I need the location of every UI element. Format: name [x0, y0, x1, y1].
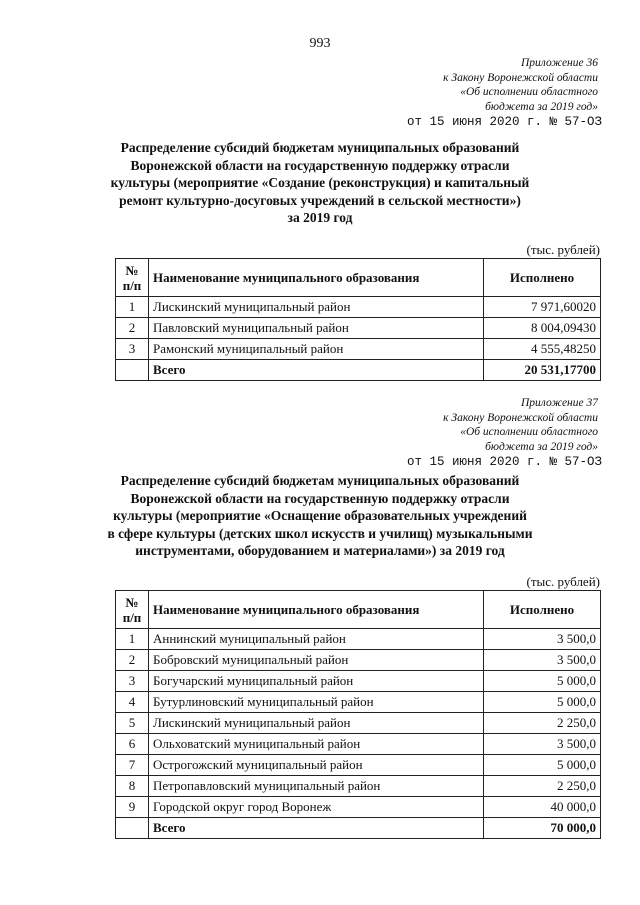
- row-value: 5 000,0: [484, 692, 601, 713]
- total-value: 70 000,0: [484, 818, 601, 839]
- appendix-date: от 15 июня 2020 г. № 57-ОЗ: [406, 455, 602, 469]
- subsidy-table-36: [115, 258, 601, 381]
- row-name: Острогожский муниципальный район: [149, 755, 484, 776]
- header-num: № п/п: [116, 259, 149, 297]
- row-num: 1: [116, 629, 149, 650]
- total-num: [116, 818, 149, 839]
- row-num: 1: [116, 297, 149, 318]
- table-row: [116, 755, 601, 776]
- row-value: 8 004,09430: [484, 318, 601, 339]
- title-line: в сфере культуры (детских школ искусств и училищ) музыкальными: [107, 525, 533, 541]
- section-title-37: [100, 472, 540, 560]
- appendix-law-title-cont: бюджета за 2019 год»: [485, 100, 598, 113]
- table-header-row: [116, 591, 601, 629]
- total-label: Всего: [149, 818, 484, 839]
- table-row: [116, 318, 601, 339]
- subsidy-table-37: [115, 590, 601, 839]
- row-num: 9: [116, 797, 149, 818]
- title-line: культуры (мероприятие «Создание (реконструкция) и капитальный: [110, 175, 530, 190]
- table-row: [116, 629, 601, 650]
- table-total-row: [116, 360, 601, 381]
- table-row: [116, 671, 601, 692]
- row-name: Петропавловский муниципальный район: [149, 776, 484, 797]
- row-value: 40 000,0: [484, 797, 601, 818]
- unit-label: (тыс. рублей): [526, 574, 600, 589]
- page-number: 993: [309, 36, 331, 51]
- appendix-law-title-cont: бюджета за 2019 год»: [485, 440, 598, 453]
- table-total-row: [116, 818, 601, 839]
- total-num: [116, 360, 149, 381]
- row-num: 2: [116, 318, 149, 339]
- header-num: № п/п: [116, 591, 149, 629]
- row-name: Лискинский муниципальный район: [149, 297, 484, 318]
- row-value: 2 250,0: [484, 713, 601, 734]
- row-num: 2: [116, 650, 149, 671]
- title-line: Воронежской области на государственную поддержку отрасли: [130, 157, 510, 173]
- table-row: [116, 776, 601, 797]
- appendix-date: от 15 июня 2020 г. № 57-ОЗ: [406, 115, 602, 129]
- row-name: Бутурлиновский муниципальный район: [149, 692, 484, 713]
- row-num: 5: [116, 713, 149, 734]
- title-line: Распределение субсидий бюджетам муниципальных образований: [120, 140, 520, 155]
- table-row: [116, 692, 601, 713]
- header-name: Наименование муниципального образования: [149, 591, 484, 629]
- row-value: 7 971,60020: [484, 297, 601, 318]
- row-value: 5 000,0: [484, 755, 601, 776]
- row-name: Рамонский муниципальный район: [149, 339, 484, 360]
- appendix-law-title: «Об исполнении областного: [460, 86, 598, 98]
- row-value: 4 555,48250: [484, 339, 601, 360]
- unit-label: (тыс. рублей): [526, 242, 600, 257]
- appendix-law: к Закону Воронежской области: [443, 71, 598, 84]
- row-name: Городской округ город Воронеж: [149, 797, 484, 818]
- row-value: 3 500,0: [484, 734, 601, 755]
- appendix-37-header: [318, 396, 602, 470]
- header-value: Исполнено: [484, 591, 601, 629]
- appendix-law-title: «Об исполнении областного: [460, 426, 598, 438]
- header-name: Наименование муниципального образования: [149, 259, 484, 297]
- appendix-label: Приложение 36: [520, 57, 598, 69]
- header-value: Исполнено: [484, 259, 601, 297]
- row-name: Аннинский муниципальный район: [149, 629, 484, 650]
- row-value: 5 000,0: [484, 671, 601, 692]
- row-num: 7: [116, 755, 149, 776]
- table-row: [116, 297, 601, 318]
- row-name: Лискинский муниципальный район: [149, 713, 484, 734]
- table-row: [116, 713, 601, 734]
- row-num: 3: [116, 339, 149, 360]
- title-line: за 2019 год: [287, 210, 353, 225]
- title-line: культуры (мероприятие «Оснащение образовательных учреждений: [113, 508, 527, 523]
- appendix-law: к Закону Воронежской области: [443, 411, 598, 424]
- appendix-label: Приложение 37: [520, 397, 598, 409]
- total-label: Всего: [149, 360, 484, 381]
- row-name: Бобровский муниципальный район: [149, 650, 484, 671]
- title-line: Распределение субсидий бюджетам муниципальных образований: [120, 473, 520, 488]
- row-num: 6: [116, 734, 149, 755]
- table-row: [116, 734, 601, 755]
- table-row: [116, 339, 601, 360]
- row-num: 8: [116, 776, 149, 797]
- table-row: [116, 650, 601, 671]
- title-line: инструментами, оборудованием и материалами») за 2019 год: [135, 543, 505, 558]
- row-name: Ольховатский муниципальный район: [149, 734, 484, 755]
- row-num: 3: [116, 671, 149, 692]
- total-value: 20 531,17700: [484, 360, 601, 381]
- appendix-36-header: [318, 56, 602, 130]
- row-num: 4: [116, 692, 149, 713]
- row-value: 2 250,0: [484, 776, 601, 797]
- title-line: Воронежской области на государственную поддержку отрасли: [130, 490, 510, 506]
- title-line: ремонт культурно-досуговых учреждений в сельской местности»): [119, 192, 521, 208]
- table-row: [116, 797, 601, 818]
- row-value: 3 500,0: [484, 650, 601, 671]
- row-value: 3 500,0: [484, 629, 601, 650]
- row-name: Павловский муниципальный район: [149, 318, 484, 339]
- table-header-row: [116, 259, 601, 297]
- section-title-36: [100, 139, 540, 227]
- row-name: Богучарский муниципальный район: [149, 671, 484, 692]
